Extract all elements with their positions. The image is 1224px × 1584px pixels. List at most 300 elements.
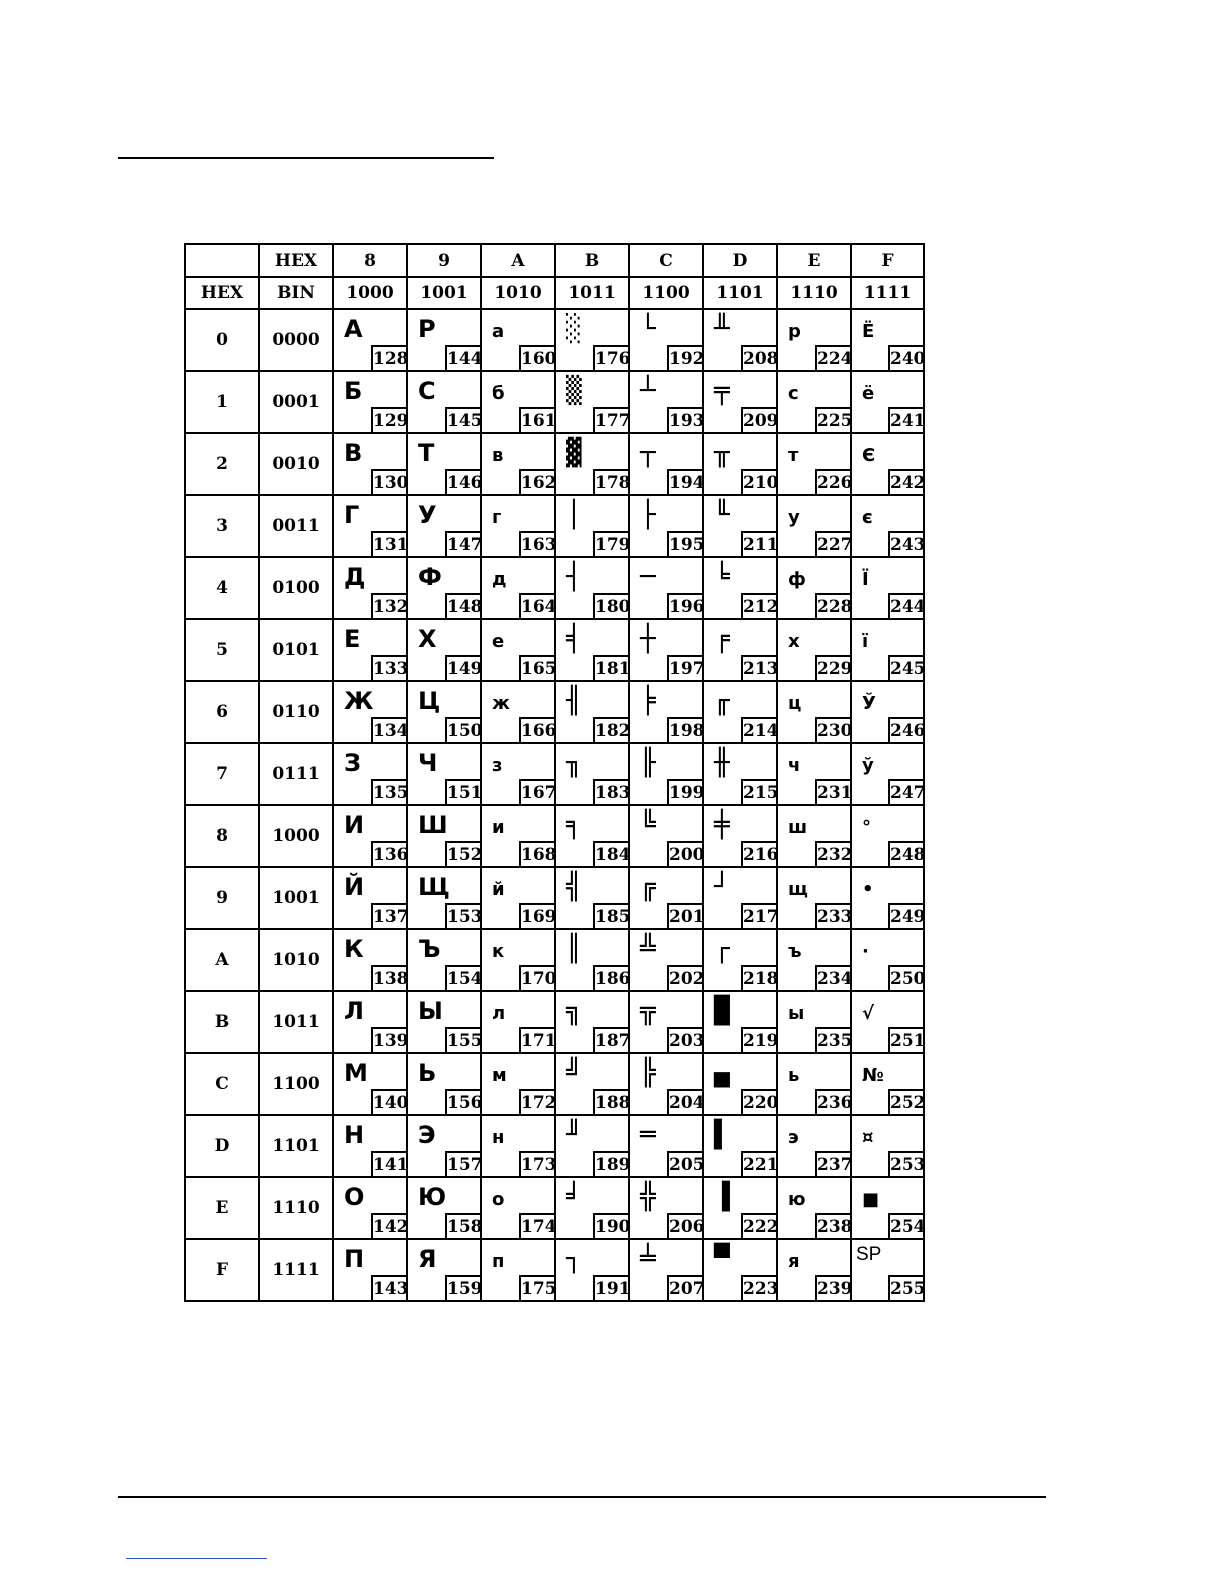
character-cell: [407, 929, 481, 991]
character-cell: [481, 371, 555, 433]
character-code: 200: [667, 841, 703, 867]
character-glyph: ї: [862, 631, 869, 652]
row-bin: 0011: [259, 495, 333, 557]
character-glyph: Ц: [418, 687, 441, 715]
character-code: 138: [371, 965, 407, 991]
character-glyph: ╫: [714, 748, 730, 778]
character-cell: [333, 309, 407, 371]
character-glyph: °: [862, 817, 871, 838]
character-glyph: ъ: [788, 941, 802, 962]
column-hex-header: A: [481, 244, 555, 277]
character-glyph: Ь: [418, 1059, 437, 1087]
table-row: [185, 805, 924, 867]
character-cell: [629, 309, 703, 371]
character-glyph: Ю: [418, 1183, 447, 1211]
character-glyph: В: [344, 439, 363, 467]
character-glyph: ▀: [714, 1244, 730, 1274]
character-code: 226: [815, 469, 851, 495]
character-glyph: к: [492, 941, 505, 962]
character-cell: [703, 805, 777, 867]
character-cell: [555, 495, 629, 557]
character-cell: [407, 805, 481, 867]
character-cell: [333, 1177, 407, 1239]
character-cell: [481, 743, 555, 805]
character-code: 209: [741, 407, 777, 433]
character-code: 211: [741, 531, 777, 557]
character-code: 250: [888, 965, 924, 991]
character-cell: [407, 991, 481, 1053]
character-cell: [481, 495, 555, 557]
character-cell: [777, 805, 851, 867]
column-hex-header: D: [703, 244, 777, 277]
row-bin: 0001: [259, 371, 333, 433]
row-hex: 7: [185, 743, 259, 805]
character-code: 194: [667, 469, 703, 495]
character-code: 215: [741, 779, 777, 805]
character-cell: [555, 619, 629, 681]
character-code: 254: [888, 1213, 924, 1239]
character-glyph: ╚: [640, 810, 656, 840]
character-glyph: п: [492, 1251, 505, 1272]
column-hex-header: 8: [333, 244, 407, 277]
table-row: [185, 371, 924, 433]
character-code: 149: [445, 655, 481, 681]
character-glyph: ╨: [714, 314, 730, 344]
character-cell: [481, 681, 555, 743]
character-glyph: ╟: [640, 748, 656, 778]
character-code: 145: [445, 407, 481, 433]
character-cell: [407, 1177, 481, 1239]
character-code: 232: [815, 841, 851, 867]
character-cell: [629, 681, 703, 743]
character-glyph: И: [344, 811, 365, 839]
character-glyph: Щ: [418, 873, 450, 901]
character-cell: [333, 371, 407, 433]
character-code: 152: [445, 841, 481, 867]
character-glyph: ╓: [714, 686, 730, 716]
character-code: 161: [519, 407, 555, 433]
character-cell: [851, 619, 924, 681]
character-cell: [555, 805, 629, 867]
character-cell: [333, 1053, 407, 1115]
character-glyph: Ў: [862, 693, 876, 714]
character-glyph: у: [788, 507, 800, 528]
row-bin-label: BIN: [259, 277, 333, 309]
character-glyph: Г: [344, 501, 360, 529]
character-glyph: ╩: [640, 934, 656, 964]
character-code: 222: [741, 1213, 777, 1239]
character-cell: [629, 991, 703, 1053]
character-code: 224: [815, 345, 851, 371]
character-cell: [851, 495, 924, 557]
character-cell: [407, 433, 481, 495]
character-glyph: Ш: [418, 811, 448, 839]
character-glyph: л: [492, 1003, 506, 1024]
character-glyph: ╪: [714, 810, 730, 840]
character-code: 253: [888, 1151, 924, 1177]
character-code: 172: [519, 1089, 555, 1115]
row-bin: 1011: [259, 991, 333, 1053]
character-code: 246: [888, 717, 924, 743]
character-cell: [851, 433, 924, 495]
character-glyph: ╘: [714, 562, 730, 592]
table-row: [185, 743, 924, 805]
character-cell: [629, 743, 703, 805]
character-glyph: ░: [566, 314, 582, 344]
character-code: 217: [741, 903, 777, 929]
character-cell: [407, 309, 481, 371]
character-code: 170: [519, 965, 555, 991]
table-row: [185, 557, 924, 619]
character-code: 255: [888, 1275, 924, 1301]
character-code: 180: [593, 593, 629, 619]
character-code: 192: [667, 345, 703, 371]
character-glyph: б: [492, 383, 505, 404]
character-cell: [703, 743, 777, 805]
table-row: [185, 619, 924, 681]
character-cell: [777, 557, 851, 619]
row-bin: 0100: [259, 557, 333, 619]
character-cell: [703, 929, 777, 991]
character-code: 243: [888, 531, 924, 557]
character-code: 236: [815, 1089, 851, 1115]
row-hex-label: HEX: [185, 277, 259, 309]
row-hex: 2: [185, 433, 259, 495]
character-code: 157: [445, 1151, 481, 1177]
character-code: 162: [519, 469, 555, 495]
character-code: 244: [888, 593, 924, 619]
character-cell: [851, 371, 924, 433]
character-code: 174: [519, 1213, 555, 1239]
table-row: [185, 929, 924, 991]
character-cell: [851, 1239, 924, 1301]
character-glyph: ц: [788, 693, 802, 714]
column-hex-header: B: [555, 244, 629, 277]
character-cell: [481, 1053, 555, 1115]
character-glyph: Х: [418, 625, 437, 653]
character-glyph: ╡: [566, 624, 582, 654]
character-cell: [555, 371, 629, 433]
row-hex: B: [185, 991, 259, 1053]
table-row: [185, 1115, 924, 1177]
table-row: [185, 1053, 924, 1115]
character-cell: [851, 991, 924, 1053]
character-glyph: д: [492, 569, 507, 590]
table-row: [185, 1177, 924, 1239]
character-cell: [777, 991, 851, 1053]
character-code: 175: [519, 1275, 555, 1301]
character-code: 247: [888, 779, 924, 805]
character-cell: [703, 1053, 777, 1115]
character-code: 183: [593, 779, 629, 805]
row-hex: E: [185, 1177, 259, 1239]
character-glyph: К: [344, 935, 364, 963]
character-glyph: Ъ: [418, 935, 441, 963]
character-glyph: ╞: [640, 686, 656, 716]
character-code: 151: [445, 779, 481, 805]
character-code: 144: [445, 345, 481, 371]
character-code: 164: [519, 593, 555, 619]
character-code: 242: [888, 469, 924, 495]
character-code: 143: [371, 1275, 407, 1301]
character-cell: [629, 1177, 703, 1239]
column-bin-header: 1001: [407, 277, 481, 309]
character-glyph: ┐: [566, 1244, 582, 1274]
character-glyph: ╝: [566, 1058, 582, 1088]
column-bin-header: 1010: [481, 277, 555, 309]
character-glyph: ║: [566, 934, 582, 964]
character-code: 163: [519, 531, 555, 557]
character-cell: [777, 495, 851, 557]
code-page-table: [184, 243, 925, 1302]
character-cell: [629, 619, 703, 681]
character-cell: [629, 433, 703, 495]
character-cell: [481, 1115, 555, 1177]
character-cell: [703, 495, 777, 557]
character-cell: [703, 1239, 777, 1301]
character-code: 248: [888, 841, 924, 867]
character-cell: [481, 1239, 555, 1301]
character-glyph: •: [862, 879, 874, 900]
character-code: 171: [519, 1027, 555, 1053]
character-cell: [333, 681, 407, 743]
row-bin: 0111: [259, 743, 333, 805]
character-code: 165: [519, 655, 555, 681]
character-cell: [333, 867, 407, 929]
character-code: 201: [667, 903, 703, 929]
character-glyph: ╔: [640, 872, 656, 902]
character-glyph: о: [492, 1189, 505, 1210]
character-cell: [333, 557, 407, 619]
character-cell: [629, 495, 703, 557]
character-code: 131: [371, 531, 407, 557]
character-glyph: У: [418, 501, 437, 529]
character-cell: [555, 929, 629, 991]
row-hex: 0: [185, 309, 259, 371]
character-code: 240: [888, 345, 924, 371]
character-code: 189: [593, 1151, 629, 1177]
character-code: 204: [667, 1089, 703, 1115]
character-glyph: Е: [344, 625, 361, 653]
character-code: 130: [371, 469, 407, 495]
character-cell: [555, 309, 629, 371]
character-glyph: №: [862, 1065, 884, 1086]
row-bin: 1110: [259, 1177, 333, 1239]
character-glyph: SP: [856, 1244, 882, 1265]
character-glyph: Ж: [344, 687, 374, 715]
character-cell: [333, 1239, 407, 1301]
character-cell: [703, 1177, 777, 1239]
character-code: 227: [815, 531, 851, 557]
character-code: 216: [741, 841, 777, 867]
character-code: 233: [815, 903, 851, 929]
column-bin-header: 1101: [703, 277, 777, 309]
character-code: 184: [593, 841, 629, 867]
character-code: 132: [371, 593, 407, 619]
character-code: 147: [445, 531, 481, 557]
character-code: 249: [888, 903, 924, 929]
character-code: 208: [741, 345, 777, 371]
character-cell: [407, 1239, 481, 1301]
character-code: 141: [371, 1151, 407, 1177]
character-code: 196: [667, 593, 703, 619]
character-cell: [407, 619, 481, 681]
table-row: [185, 681, 924, 743]
character-cell: [629, 371, 703, 433]
character-glyph: ж: [492, 693, 510, 714]
character-glyph: ▌: [714, 1120, 730, 1150]
row-hex: F: [185, 1239, 259, 1301]
character-glyph: ф: [788, 569, 806, 590]
character-code: 168: [519, 841, 555, 867]
character-cell: [703, 371, 777, 433]
row-hex: 3: [185, 495, 259, 557]
character-code: 159: [445, 1275, 481, 1301]
character-glyph: ▄: [714, 1058, 730, 1088]
character-code: 219: [741, 1027, 777, 1053]
character-code: 228: [815, 593, 851, 619]
character-cell: [407, 371, 481, 433]
character-code: 155: [445, 1027, 481, 1053]
character-cell: [851, 1115, 924, 1177]
character-cell: [333, 743, 407, 805]
character-code: 207: [667, 1275, 703, 1301]
character-cell: [703, 991, 777, 1053]
character-code: 218: [741, 965, 777, 991]
character-glyph: ╠: [640, 1058, 656, 1088]
character-code: 237: [815, 1151, 851, 1177]
character-cell: [703, 557, 777, 619]
character-glyph: ¤: [862, 1127, 874, 1148]
character-glyph: Я: [418, 1245, 437, 1273]
character-glyph: ┬: [640, 438, 656, 468]
character-cell: [777, 1053, 851, 1115]
character-cell: [851, 557, 924, 619]
table-row: [185, 309, 924, 371]
character-cell: [777, 867, 851, 929]
character-glyph: ┴: [640, 376, 656, 406]
row-bin: 0101: [259, 619, 333, 681]
character-cell: [333, 1115, 407, 1177]
character-cell: [407, 743, 481, 805]
character-cell: [481, 433, 555, 495]
character-glyph: ▓: [566, 438, 582, 468]
character-cell: [629, 1053, 703, 1115]
footer-link-rule: [126, 1558, 267, 1559]
character-code: 214: [741, 717, 777, 743]
character-glyph: ы: [788, 1003, 805, 1024]
column-hex-header: C: [629, 244, 703, 277]
character-glyph: Б: [344, 377, 363, 405]
character-code: 238: [815, 1213, 851, 1239]
character-cell: [851, 867, 924, 929]
character-glyph: ┼: [640, 624, 656, 654]
character-code: 166: [519, 717, 555, 743]
character-cell: [555, 1177, 629, 1239]
character-code: 177: [593, 407, 629, 433]
character-code: 229: [815, 655, 851, 681]
character-cell: [851, 681, 924, 743]
character-cell: [481, 805, 555, 867]
character-cell: [777, 619, 851, 681]
character-cell: [333, 619, 407, 681]
character-code: 176: [593, 345, 629, 371]
top-rule: [118, 157, 494, 159]
character-code: 173: [519, 1151, 555, 1177]
character-glyph: └: [640, 314, 656, 344]
character-cell: [333, 495, 407, 557]
character-glyph: З: [344, 749, 362, 777]
character-code: 188: [593, 1089, 629, 1115]
character-glyph: щ: [788, 879, 808, 900]
column-bin-header: 1110: [777, 277, 851, 309]
character-glyph: ╗: [566, 996, 582, 1026]
character-cell: [629, 557, 703, 619]
character-glyph: ╙: [714, 500, 730, 530]
character-code: 136: [371, 841, 407, 867]
character-glyph: ·: [862, 941, 869, 962]
character-cell: [703, 1115, 777, 1177]
row-bin: 1111: [259, 1239, 333, 1301]
character-code: 148: [445, 593, 481, 619]
character-code: 140: [371, 1089, 407, 1115]
character-cell: [555, 1053, 629, 1115]
character-code: 197: [667, 655, 703, 681]
character-cell: [777, 309, 851, 371]
character-glyph: ▐: [714, 1182, 730, 1212]
character-glyph: Й: [344, 873, 365, 901]
character-glyph: Ы: [418, 997, 443, 1025]
character-code: 234: [815, 965, 851, 991]
character-glyph: я: [788, 1251, 800, 1272]
character-code: 231: [815, 779, 851, 805]
character-glyph: П: [344, 1245, 365, 1273]
character-glyph: а: [492, 321, 505, 342]
character-cell: [851, 743, 924, 805]
character-glyph: г: [492, 507, 502, 528]
character-glyph: Э: [418, 1121, 436, 1149]
row-hex: C: [185, 1053, 259, 1115]
character-code: 251: [888, 1027, 924, 1053]
character-glyph: С: [418, 377, 436, 405]
character-glyph: ч: [788, 755, 801, 776]
character-glyph: ╥: [714, 438, 730, 468]
character-glyph: ─: [640, 562, 656, 592]
character-glyph: Т: [418, 439, 435, 467]
character-cell: [777, 433, 851, 495]
character-glyph: М: [344, 1059, 368, 1087]
character-cell: [703, 309, 777, 371]
character-code: 191: [593, 1275, 629, 1301]
character-cell: [407, 495, 481, 557]
character-cell: [703, 867, 777, 929]
character-cell: [851, 805, 924, 867]
character-glyph: ╛: [566, 1182, 582, 1212]
character-code: 206: [667, 1213, 703, 1239]
character-code: 150: [445, 717, 481, 743]
character-cell: [555, 867, 629, 929]
character-cell: [333, 433, 407, 495]
row-bin: 0110: [259, 681, 333, 743]
character-glyph: ╬: [640, 1182, 656, 1212]
character-cell: [851, 929, 924, 991]
character-cell: [555, 557, 629, 619]
character-cell: [481, 929, 555, 991]
column-bin-header: 1100: [629, 277, 703, 309]
character-code: 190: [593, 1213, 629, 1239]
character-cell: [777, 743, 851, 805]
character-cell: [555, 1115, 629, 1177]
